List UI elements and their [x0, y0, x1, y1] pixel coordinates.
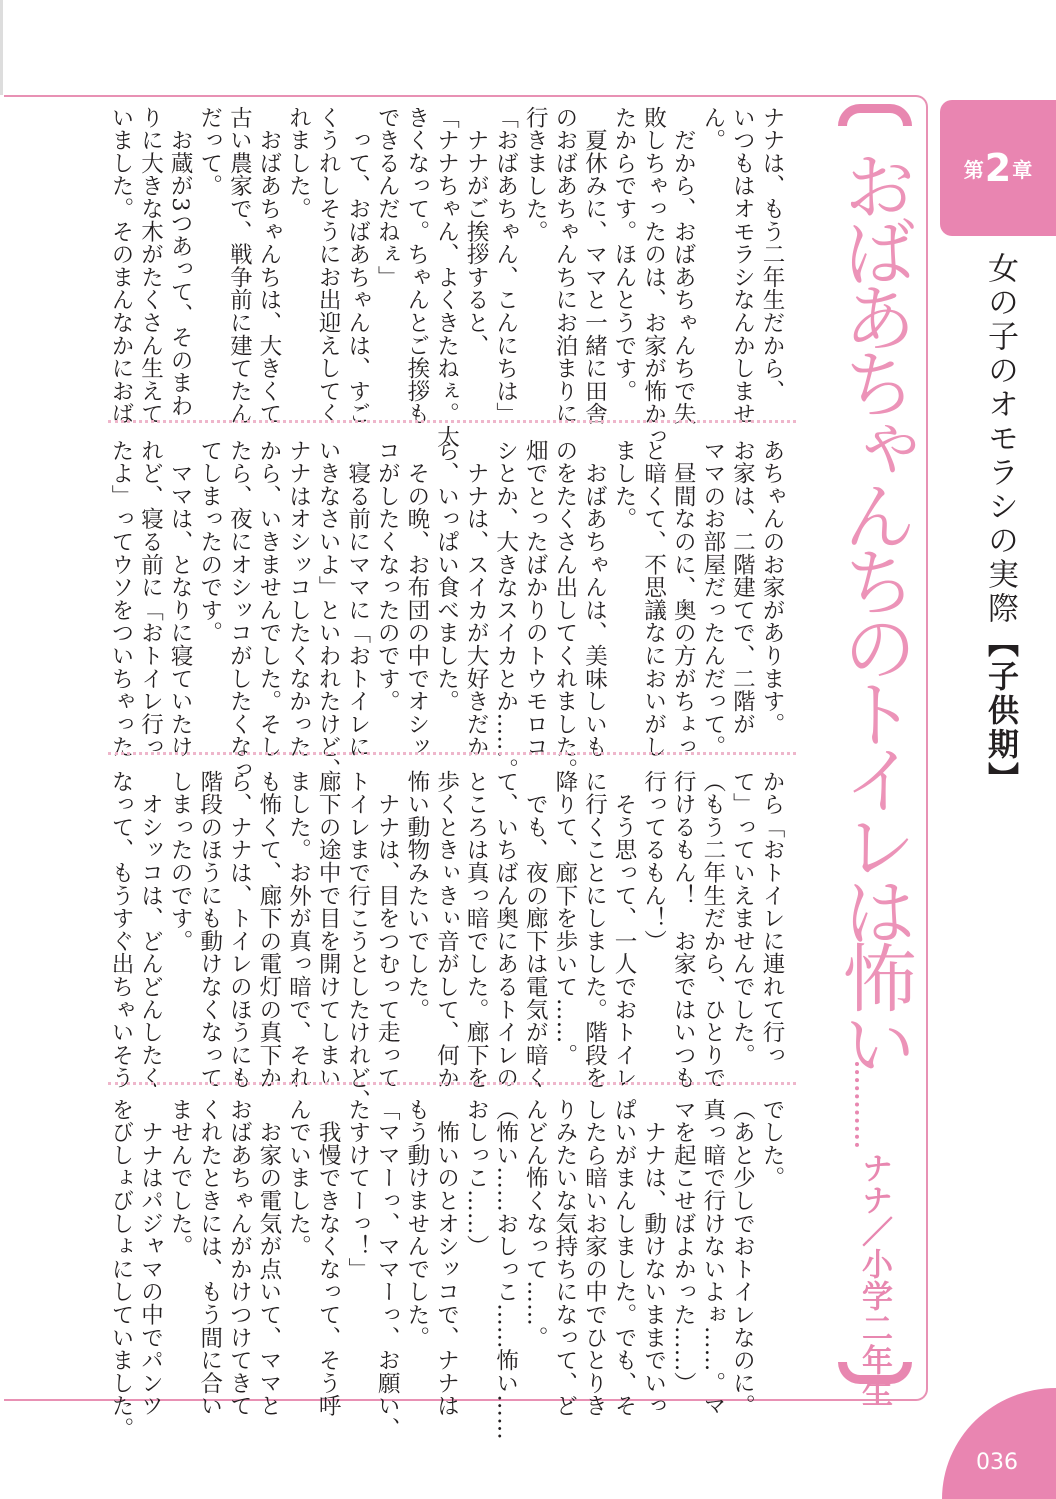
text-line: ナナは、目をつむって走って — [374, 770, 401, 1090]
text-line: おばあちゃんがかけつけてきて — [226, 1098, 253, 1418]
text-line: ナナはオシッコしたくなかった — [285, 439, 312, 759]
text-line: 行きました。 — [522, 106, 549, 243]
story-author: ナナ／小学二年生 — [856, 1152, 892, 1408]
text-line: 「ナナちゃん、よくきたねぇ。大 — [433, 106, 460, 448]
text-line: に行くことにしました。階段を — [581, 770, 608, 1090]
text-line: んどん怖くなって……。 — [522, 1098, 549, 1349]
text-line: マを起こせばよかった……） — [670, 1098, 697, 1395]
text-line: できるんだねぇ」 — [374, 106, 401, 289]
text-line: シとか、大きなスイカとか……。 — [492, 439, 519, 781]
text-line: もう動けませんでした。 — [403, 1098, 430, 1349]
text-line: いきなさいよ」といわれたけど、 — [315, 439, 342, 781]
text-line: ませんでした。 — [167, 1098, 194, 1258]
dotted-separator — [108, 752, 796, 755]
text-line: りみたいな気持ちになって、ど — [551, 1098, 578, 1418]
text-line: から、いきませんでした。そし — [255, 439, 282, 759]
text-line: おばあちゃんちは、大きくて — [255, 106, 282, 426]
text-line: しまったのです。 — [167, 770, 194, 953]
chapter-number: 2 — [984, 146, 1012, 190]
section-title — [978, 252, 1023, 796]
text-line: も怖くて、廊下の電灯の真下か — [255, 770, 282, 1090]
text-line: ら、いっぱい食べました。 — [433, 439, 460, 713]
text-line: ところは真っ暗でした。廊下を — [463, 770, 490, 1090]
text-line: 畑でとったばかりのトウモロコ — [522, 439, 549, 759]
text-line: コがしたくなったのです。 — [374, 439, 401, 713]
text-line: ん。 — [699, 106, 726, 152]
text-line: 「ママーっ、ママーっ、お願い、 — [374, 1098, 401, 1440]
text-band-1 — [104, 106, 786, 448]
chapter-prefix: 第 — [963, 157, 984, 182]
text-line: 階段のほうにも動けなくなって — [196, 770, 223, 1090]
text-line: 行けるもん！ お家ではいつも — [670, 770, 697, 1090]
page-number: 036 — [976, 1450, 1018, 1475]
text-line: お家の電気が点いて、ママと — [255, 1098, 282, 1418]
text-line: と暗くて、不思議なにおいがし — [640, 439, 667, 759]
page-edge — [0, 0, 3, 95]
text-line: 廊下の途中で目を開けてしまい — [315, 770, 342, 1090]
text-line: （もう二年生だから、ひとりで — [699, 770, 726, 1090]
text-line: れど、寝る前に「おトイレ行っ — [137, 439, 164, 759]
text-line: だから、おばあちゃんちで失 — [670, 106, 697, 426]
text-line: （あと少しでおトイレなのに。 — [729, 1098, 756, 1418]
title-leader-dots — [855, 1062, 865, 1147]
text-line: ママは、となりに寝ていたけ — [167, 439, 194, 759]
text-line: （怖い……おしっこ……怖い…… — [492, 1098, 519, 1440]
chapter-suffix: 章 — [1012, 157, 1033, 182]
text-line: いつもはオモラシなんかしませ — [729, 106, 756, 426]
text-line: 怖いのとオシッコで、ナナは — [433, 1098, 460, 1418]
section-title-sub: 【子供期】 — [982, 626, 1018, 796]
text-line: 怖い動物みたいでした。 — [403, 770, 430, 1021]
text-line: その晩、お布団の中でオシッ — [403, 439, 430, 759]
text-line: だって。 — [196, 106, 223, 198]
text-line: おばあちゃんは、美味しいも — [581, 439, 608, 759]
dotted-separator — [108, 420, 796, 423]
text-line: オシッコは、どんどんしたく — [137, 770, 164, 1090]
text-line: 歩くときぃきぃ音がして、何か — [433, 770, 460, 1090]
text-line: りに大きな木がたくさん生えて — [137, 106, 164, 426]
text-line: って、おばあちゃんは、すご — [344, 106, 371, 426]
dotted-separator — [108, 1082, 796, 1085]
text-line: から「おトイレに連れて行っ — [759, 770, 785, 1067]
text-band-3 — [104, 770, 786, 1112]
text-line: のをたくさん出してくれました。 — [551, 439, 578, 781]
text-line: ナナがご挨拶すると、 — [463, 106, 490, 357]
text-line: ナナは、スイカが大好きだか — [463, 439, 490, 759]
text-line: 行ってるもん！） — [640, 770, 667, 953]
text-line: たからです。ほんとうです。 — [611, 106, 638, 403]
text-line: 昼間なのに、奥の方がちょっ — [670, 439, 697, 759]
title-close-bracket — [838, 1362, 912, 1384]
title-open-bracket — [838, 104, 912, 126]
text-line: おしっこ……） — [463, 1098, 490, 1258]
text-line: れました。 — [285, 106, 312, 220]
text-line: 夏休みに、ママと一緒に田舎 — [581, 106, 608, 426]
section-title-main: 女の子のオモラシの実際 — [982, 252, 1018, 626]
text-line: したら暗いお家の中でひとりき — [581, 1098, 608, 1418]
text-line: たら、夜にオシッコがしたくなっ — [226, 439, 253, 781]
text-line: 敗しちゃったのは、お家が怖かっ — [640, 106, 667, 448]
story-title: おばあちゃんちのトイレは怖い — [831, 148, 917, 1072]
text-line: くれたときには、もう間に合い — [196, 1098, 223, 1418]
text-line: ナナは、動けないままでいっ — [640, 1098, 667, 1418]
text-line: 寝る前にママに「おトイレに — [344, 439, 371, 759]
text-line: ぱいがまんしました。でも、そ — [611, 1098, 638, 1418]
text-line: トイレまで行こうとしたけれど、 — [344, 770, 371, 1112]
text-line: てしまったのです。 — [196, 439, 223, 645]
text-line: ナナはパジャマの中でパンツ — [137, 1098, 164, 1418]
text-line: そう思って、一人でおトイレ — [611, 770, 638, 1090]
text-line: 我慢できなくなって、そう呼 — [315, 1098, 342, 1418]
text-line: くうれしそうにお出迎えしてく — [315, 106, 342, 426]
text-line: て」っていえませんでした。 — [729, 770, 756, 1067]
text-line: いました。そのまんなかにおば — [107, 106, 134, 426]
text-line: ました。お外が真っ暗で、それ — [285, 770, 312, 1090]
text-line: でした。 — [759, 1098, 785, 1190]
text-line: ママのお部屋だったんだって。 — [699, 439, 726, 759]
chapter-tab — [940, 100, 1056, 236]
text-line: なって、もうすぐ出ちゃいそう — [107, 770, 134, 1090]
text-band-4 — [104, 1098, 786, 1440]
text-line: ナナは、もう二年生だから、 — [759, 106, 785, 403]
text-line: 古い農家で、戦争前に建てたん — [226, 106, 253, 426]
text-line: 降りて、廊下を歩いて……。 — [551, 770, 578, 1067]
text-line: あちゃんのお家があります。 — [759, 439, 785, 736]
text-line: でも、夜の廊下は電気が暗く — [522, 770, 549, 1090]
text-line: をびしょびしょにしていました。 — [107, 1098, 134, 1440]
text-line: お家は、二階建てで、二階が — [729, 439, 756, 736]
text-line: て、いちばん奥にあるトイレの — [492, 770, 519, 1090]
text-line: んでいました。 — [285, 1098, 312, 1258]
text-line: 「おばあちゃん、こんにちは」 — [492, 106, 519, 426]
text-line: きくなって。ちゃんとご挨拶も — [403, 106, 430, 426]
text-line: ました。 — [611, 439, 638, 531]
text-line: たよ」ってウソをついちゃった — [107, 439, 134, 759]
text-line: 真っ暗で行けないよぉ……。マ — [699, 1098, 726, 1418]
text-line: お蔵が3つあって、そのまわ — [167, 106, 194, 418]
text-line: たすけてーっ！」 — [344, 1098, 371, 1281]
text-line: ら、ナナは、トイレのほうにも — [226, 770, 253, 1090]
page-number-badge — [942, 1388, 1056, 1499]
text-line: のおばあちゃんちにお泊まりに — [551, 106, 578, 426]
text-band-2 — [104, 439, 786, 781]
